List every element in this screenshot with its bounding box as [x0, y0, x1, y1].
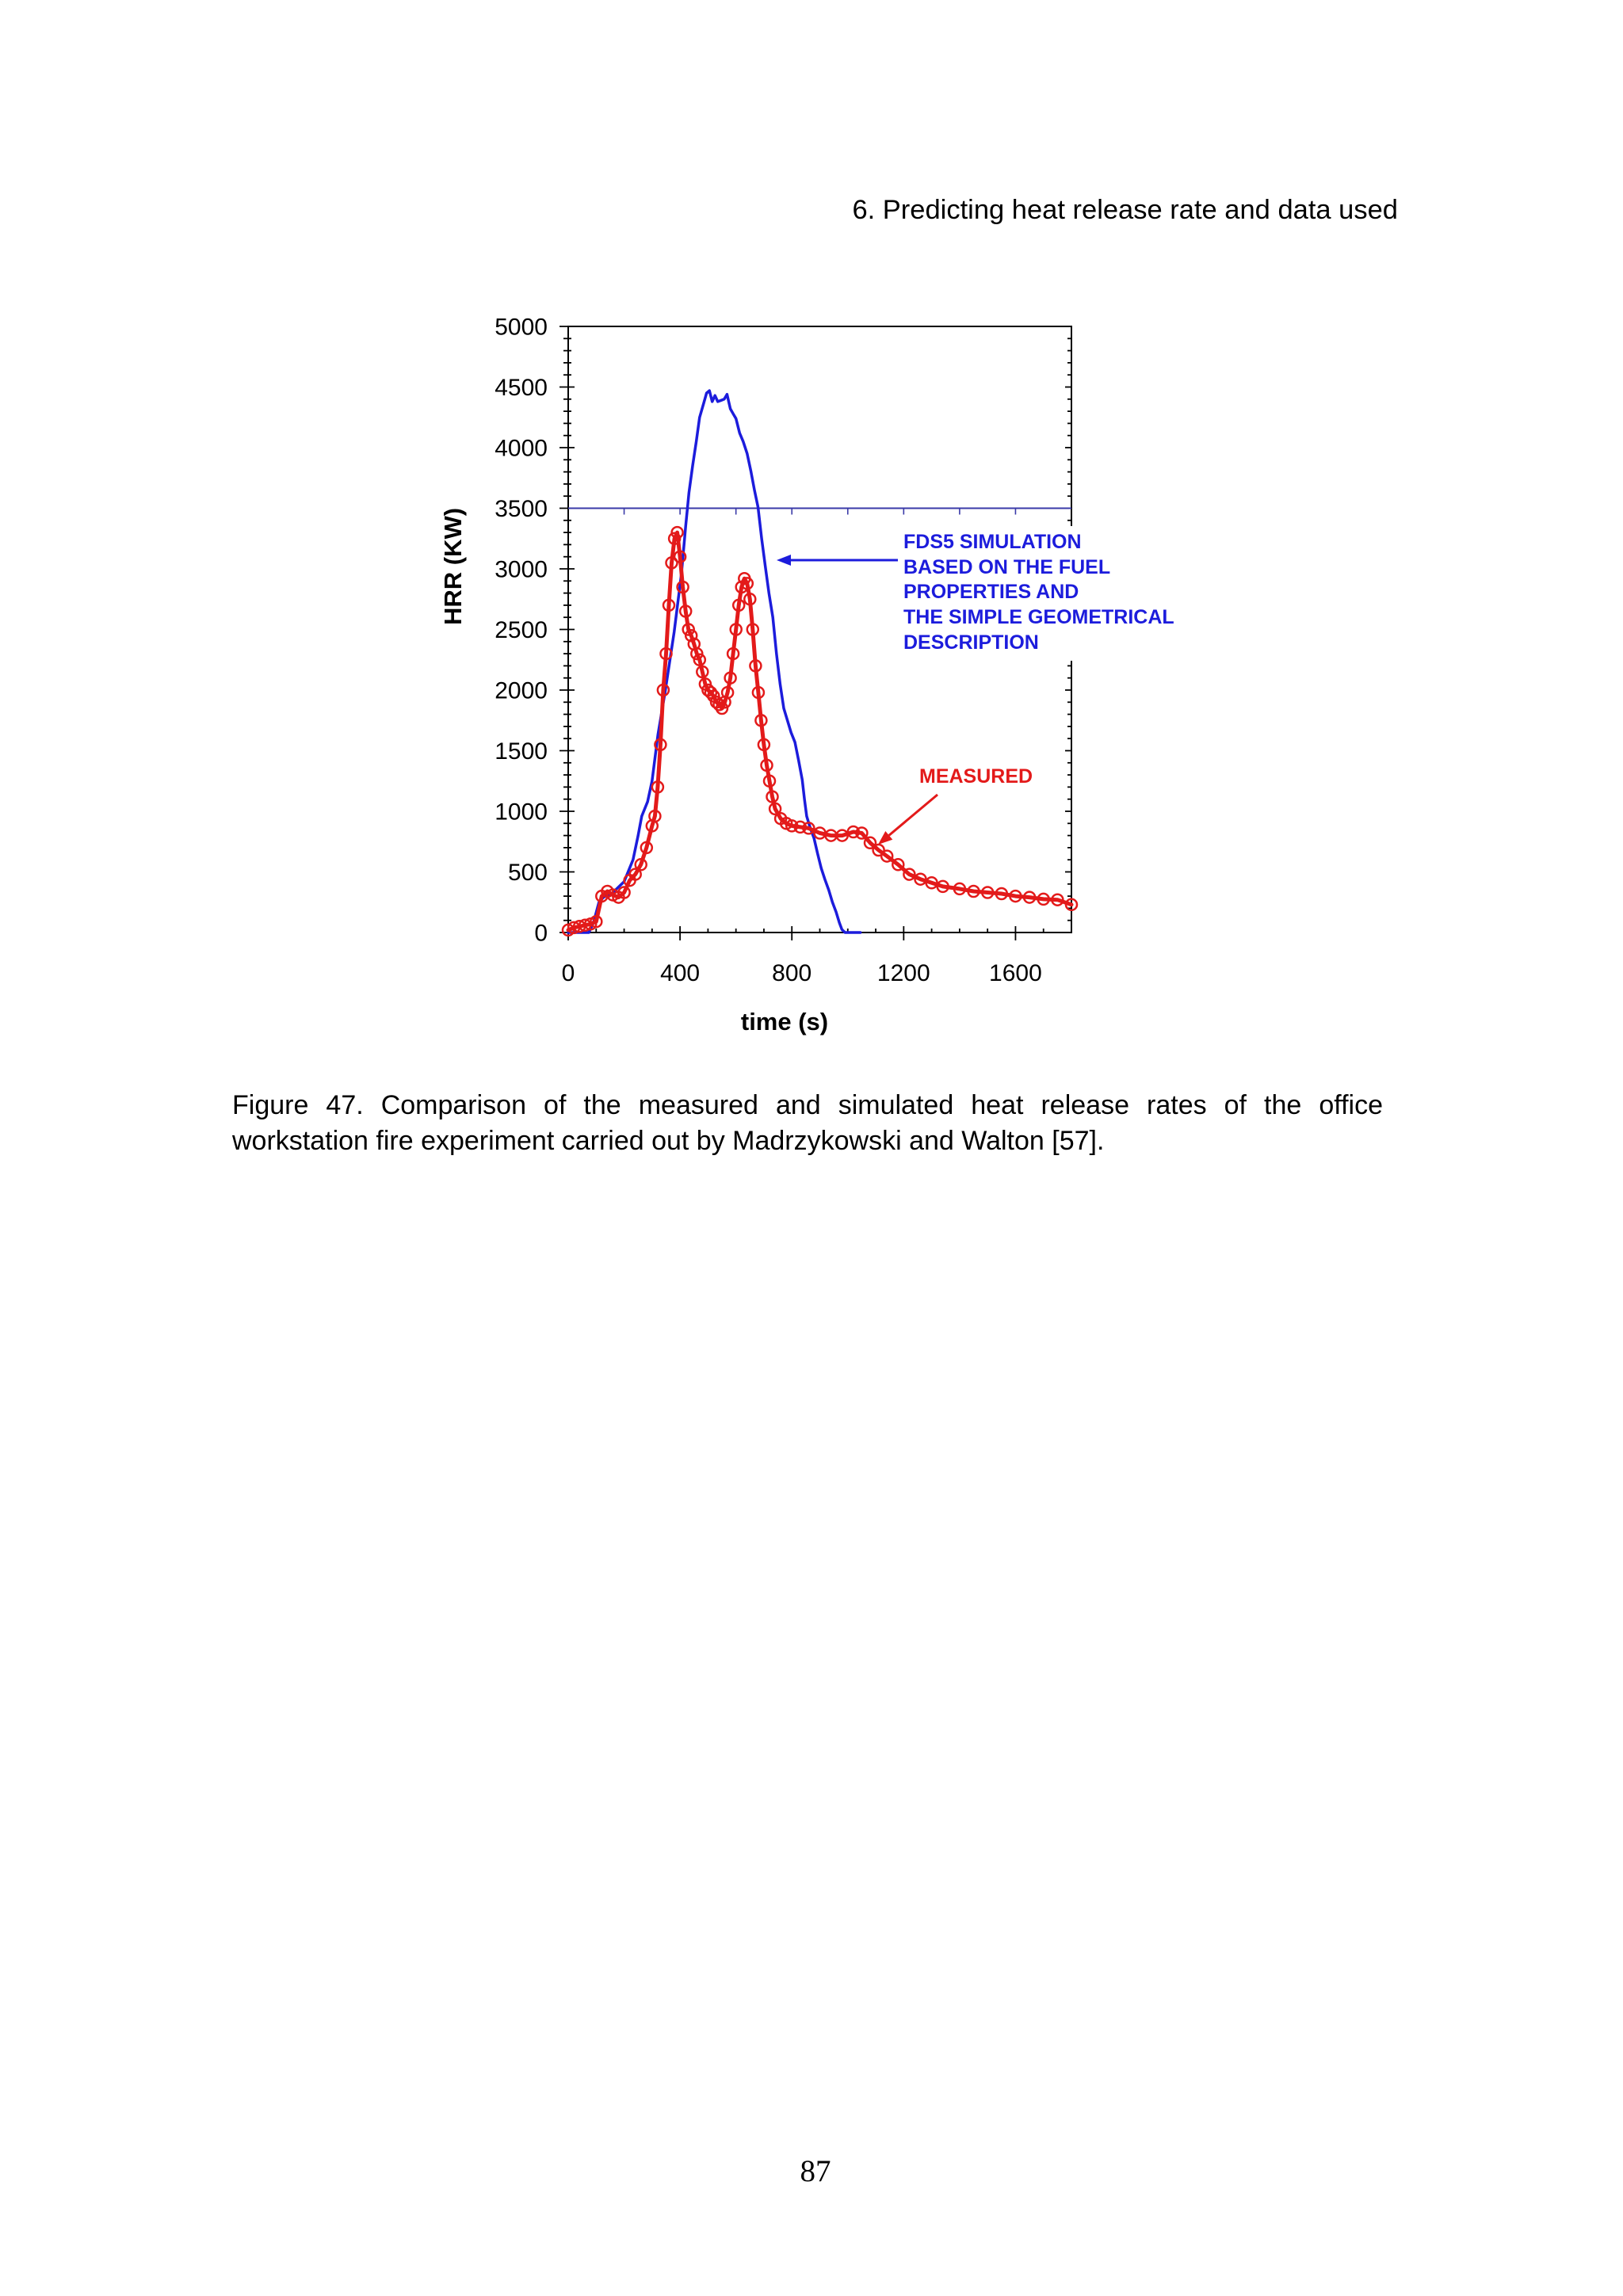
- y-tick-label: 2000: [495, 677, 548, 704]
- simulation-label-line: DESCRIPTION: [903, 631, 1039, 654]
- simulation-label-line: THE SIMPLE GEOMETRICAL: [903, 606, 1174, 628]
- measured-label: MEASURED: [919, 765, 1033, 788]
- x-tick-label: 0: [561, 960, 575, 986]
- x-tick-labels: [562, 960, 1042, 986]
- y-tick-label: 0: [534, 920, 548, 947]
- running-header: 6. Predicting heat release rate and data used: [852, 195, 1398, 225]
- y-tick-labels: [495, 315, 548, 947]
- y-tick-label: 2500: [495, 617, 548, 643]
- hrr-comparison-chart: [0, 0, 1623, 1070]
- figure-caption: [232, 1088, 1383, 1158]
- y-tick-label: 500: [507, 860, 548, 886]
- y-tick-label: 5000: [495, 314, 548, 341]
- y-tick-label: 4500: [495, 375, 548, 401]
- caption-line: Figure 47. Comparison of the measured and simulated heat release rates of the office: [232, 1090, 1383, 1120]
- x-axis-label: time (s): [740, 1008, 829, 1035]
- x-tick-label: 1200: [876, 960, 930, 986]
- y-tick-label: 1000: [495, 799, 548, 826]
- x-tick-label: 1600: [989, 960, 1042, 986]
- y-tick-label: 3000: [495, 556, 548, 583]
- y-axis-label: HRR (KW): [439, 507, 467, 626]
- simulation-label-line: BASED ON THE FUEL: [903, 556, 1111, 578]
- simulation-label-line: FDS5 SIMULATION: [903, 531, 1082, 553]
- x-tick-label: 800: [772, 960, 812, 986]
- x-tick-label: 400: [660, 960, 701, 986]
- caption-line: workstation fire experiment carried out by Madrzykowski and Walton [57].: [232, 1125, 1105, 1156]
- y-tick-label: 3500: [495, 496, 548, 522]
- page-number: 87: [800, 2154, 831, 2188]
- simulation-label-line: PROPERTIES AND: [903, 581, 1079, 603]
- y-tick-label: 1500: [495, 738, 548, 765]
- y-tick-label: 4000: [495, 435, 548, 462]
